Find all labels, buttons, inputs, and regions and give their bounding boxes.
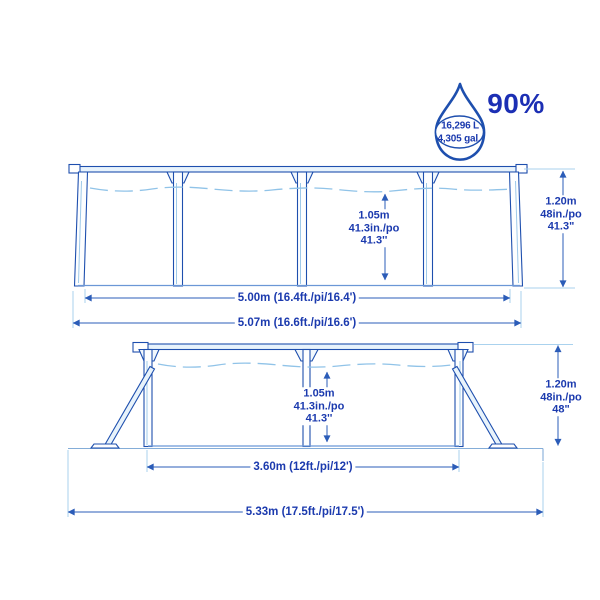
front-water-height-m: 1.05m <box>358 209 390 222</box>
front-water-height-label <box>346 209 403 247</box>
fill-percentage-label: 90% <box>487 88 545 119</box>
front-water-height-in: 41.3in./po <box>348 221 400 234</box>
capacity-gallons-label: 4,305 gal. <box>437 133 481 145</box>
side-water-height-label <box>291 387 348 425</box>
side-frame-height-in: 48in./po <box>540 390 582 403</box>
front-frame-height-label <box>537 195 585 233</box>
front-outer-width-label: 5.07m (16.6ft./pi/16.6') <box>235 317 359 329</box>
side-frame-height-m: 1.20m <box>545 378 577 391</box>
front-frame-height-m: 1.20m <box>545 195 577 208</box>
side-frame-height-alt: 48" <box>552 403 570 416</box>
front-frame-height-alt: 41.3" <box>547 220 575 233</box>
side-water-height-alt: 41.3'' <box>305 412 333 425</box>
front-view-dimensions <box>73 169 575 328</box>
capacity-liters-label: 16,296 L <box>441 120 479 132</box>
side-inner-width-label: 3.60m (12ft./pi/12') <box>250 461 355 473</box>
front-inner-width-label: 5.00m (16.4ft./pi/16.4') <box>235 292 359 304</box>
front-water-height-alt: 41.3'' <box>360 234 388 247</box>
front-view-structure <box>69 165 527 287</box>
side-water-height-in: 41.3in./po <box>293 399 345 412</box>
side-water-height-m: 1.05m <box>303 387 335 400</box>
front-frame-height-in: 48in./po <box>540 207 582 220</box>
side-outer-width-label: 5.33m (17.5ft./pi/17.5') <box>243 506 367 518</box>
side-frame-height-label <box>537 378 585 416</box>
